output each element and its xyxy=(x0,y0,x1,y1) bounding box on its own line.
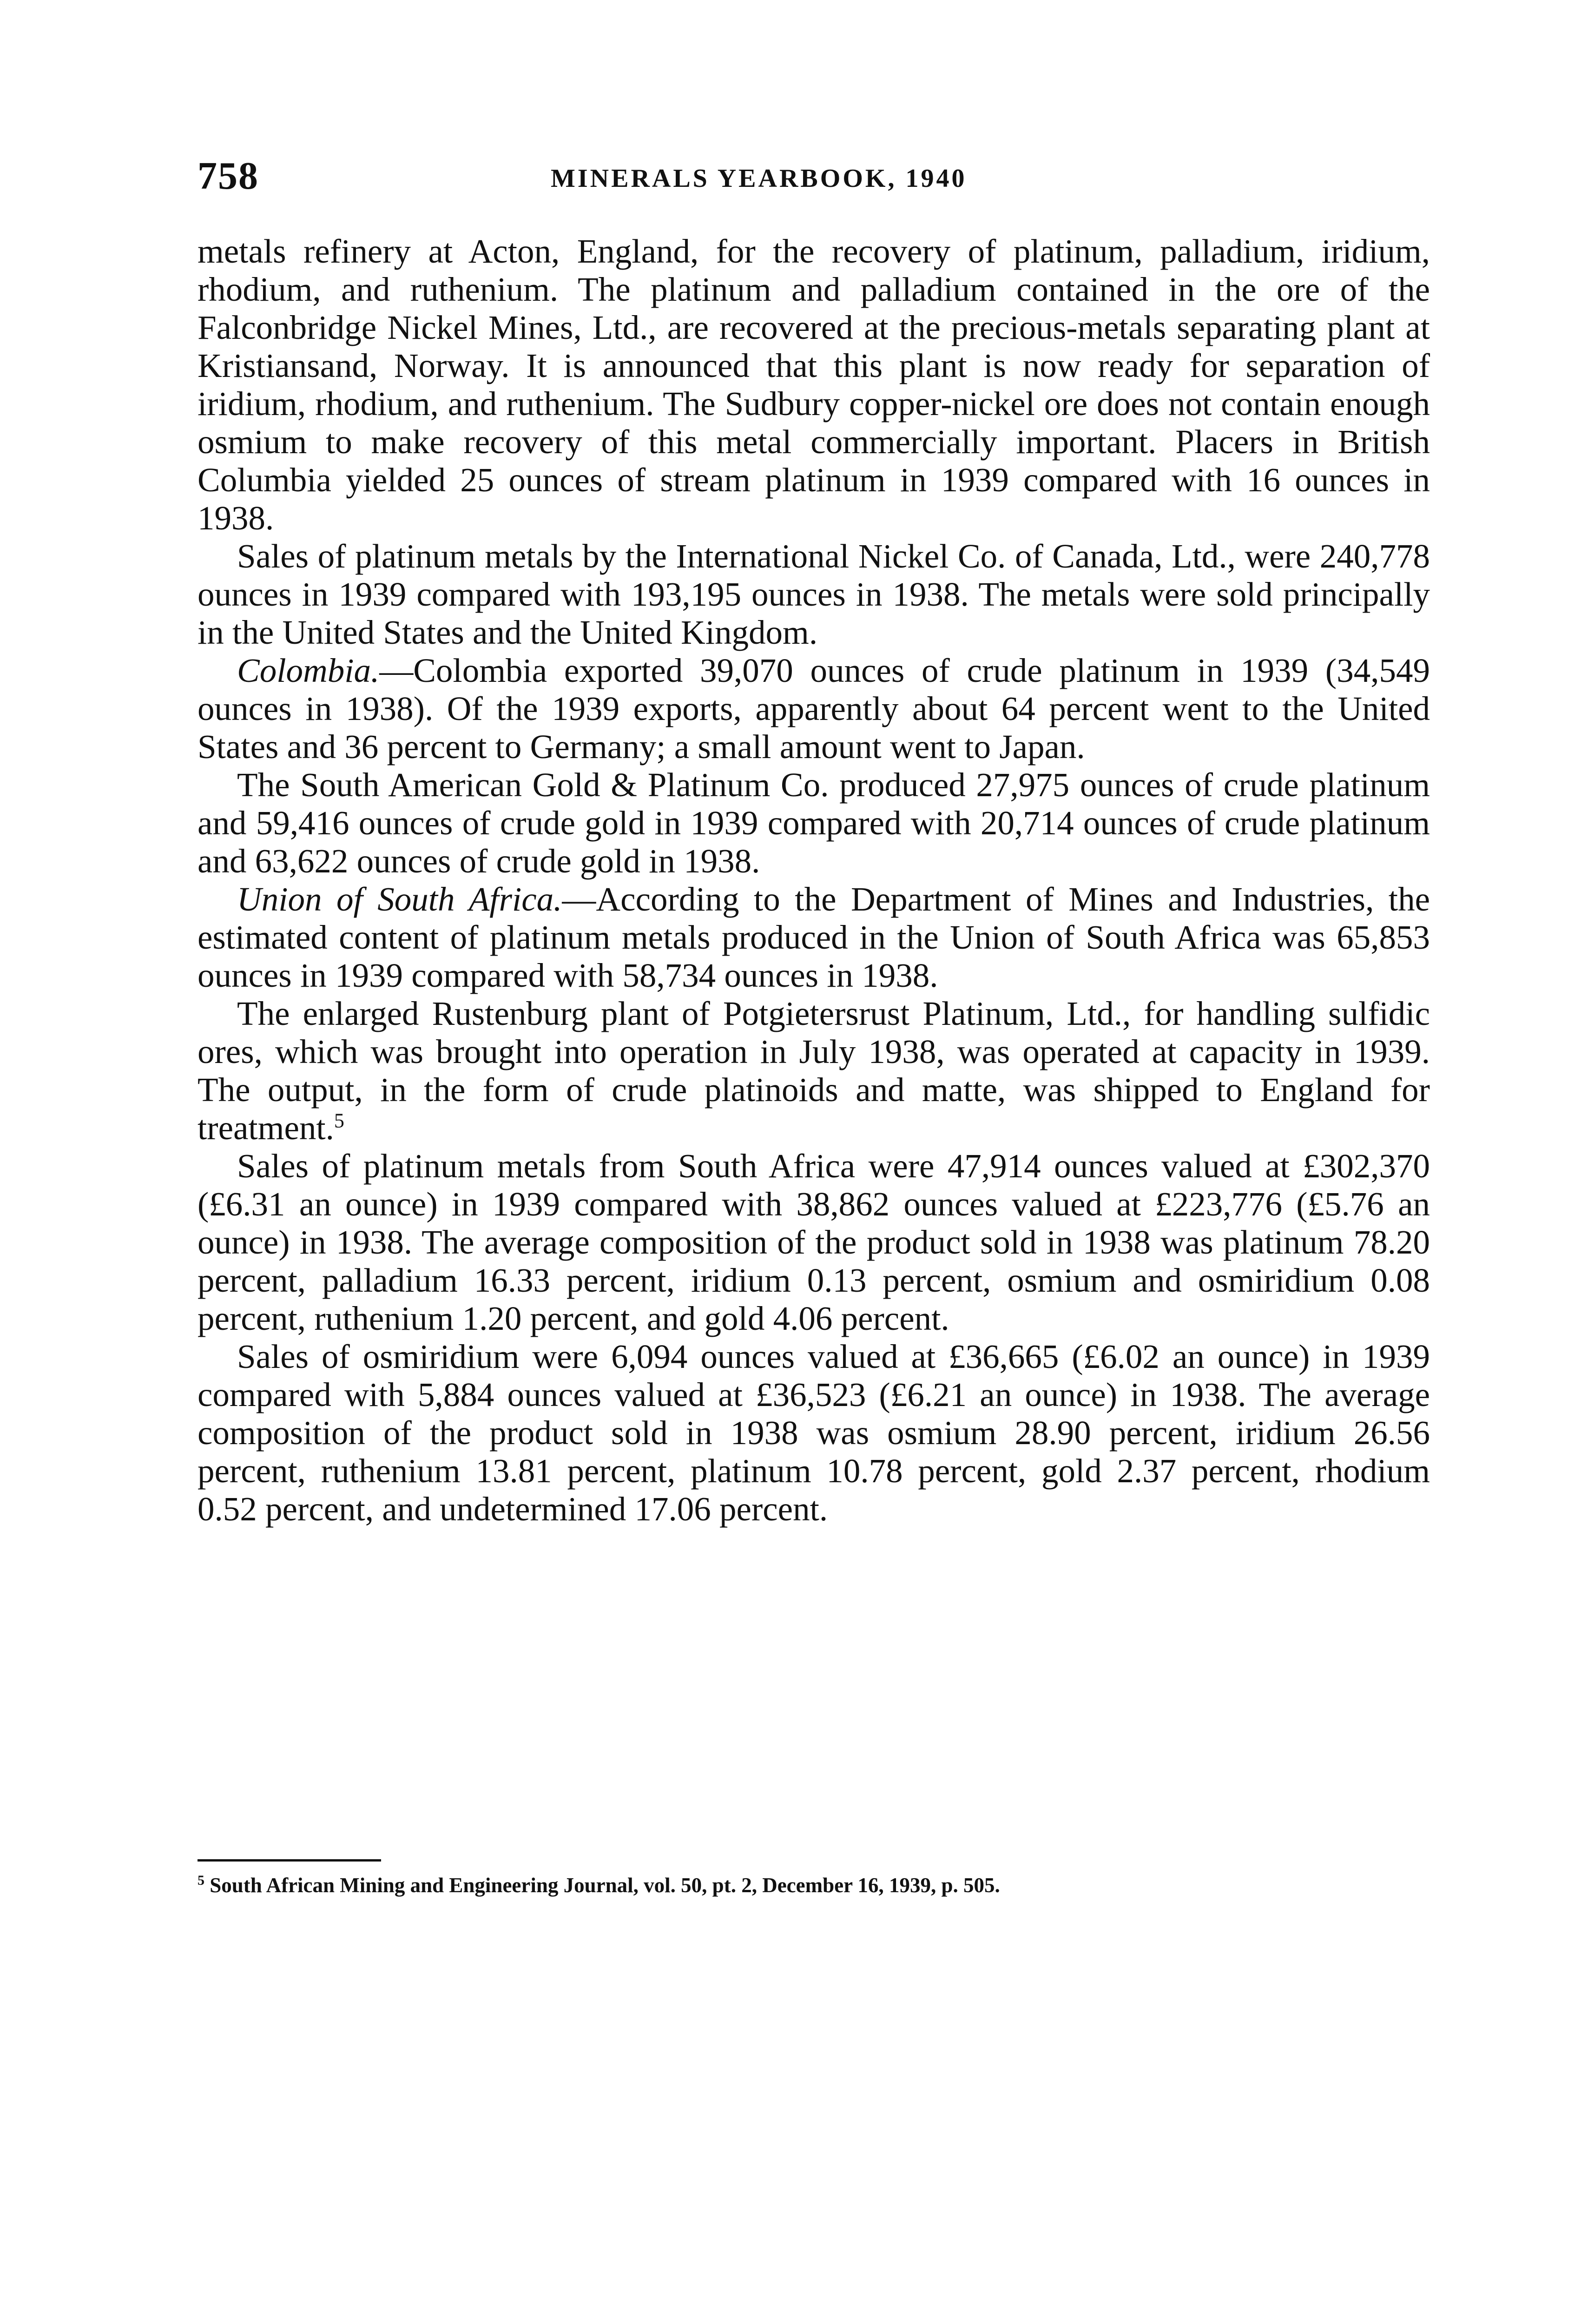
footnote xyxy=(198,1868,1430,1898)
paragraph-osmiridium-sales xyxy=(198,1338,1430,1528)
page-number: 758 xyxy=(198,154,259,198)
body-text xyxy=(198,232,1430,1528)
paragraph-acton-refinery xyxy=(198,232,1430,537)
paragraph-text: metals refinery at Acton, England, for the recovery of platinum, palladium, iridium, rhodium, and ruthenium. The platinum and palladium contained in the ore of the Falconbridge Nickel Mines, Ltd., are recovered at the precious-metals separating plant at Kristiansand, Norway. It is announced that this plant is now ready for separation of iridium, rhodium, and ruthenium. The Sudbury copper-nickel ore does not contain enough osmium to make recovery of this metal commercially important. Placers in British Columbia yielded 25 ounces of stream platinum in 1939 compared with 16 ounces in 1938. xyxy=(198,232,1430,537)
paragraph-rustenburg-plant xyxy=(198,995,1430,1147)
paragraph-text: Sales of platinum metals from South Africa were 47,914 ounces valued at £302,370 (£6.31 an ounce) in 1939 compared with 38,862 ounces valued at £223,776 (£5.76 an ounce) in 1938. The average composition of the product sold in 1938 was platinum 78.20 percent, palladium 16.33 percent, iridium 0.13 percent, osmium and osmiridium 0.08 percent, ruthenium 1.20 percent, and gold 4.06 percent. xyxy=(198,1147,1430,1337)
paragraph-text: —According to the Department of Mines and Industries, the estimated content of platinum metals produced in the Union of South Africa was 65,853 ounces in 1939 compared with 58,734 ounces in 1938. xyxy=(198,880,1430,994)
paragraph-south-american-gold xyxy=(198,766,1430,880)
paragraph-text: Sales of osmiridium were 6,094 ounces valued at £36,665 (£6.02 an ounce) in 1939 compared with 5,884 ounces valued at £36,523 (£6.21 an ounce) in 1938. The average composition of the product sold in 1938 was osmium 28.90 percent, iridium 26.56 percent, ruthenium 13.81 percent, platinum 10.78 percent, gold 2.37 percent, rhodium 0.52 percent, and undetermined 17.06 percent. xyxy=(198,1338,1430,1528)
paragraph-colombia xyxy=(198,652,1430,766)
section-heading-colombia: Colombia. xyxy=(237,652,380,689)
running-title: MINERALS YEARBOOK, 1940 xyxy=(551,164,967,193)
footnote-number: 5 xyxy=(198,1873,204,1888)
paragraph-text: The South American Gold & Platinum Co. produced 27,975 ounces of crude platinum and 59,416 ounces of crude gold in 1939 compared with 20,714 ounces of crude platinum and 63,622 ounces of crude gold in 1938. xyxy=(198,766,1430,880)
footnote-reference[interactable]: 5 xyxy=(334,1109,344,1132)
paragraph-south-africa-sales xyxy=(198,1147,1430,1338)
paragraph-text: Sales of platinum metals by the International Nickel Co. of Canada, Ltd., were 240,778 ounces in 1939 compared with 193,195 ounces in 1938. The metals were sold principally in the United States and the United Kingdom. xyxy=(198,537,1430,651)
paragraph-union-of-south-africa xyxy=(198,880,1430,995)
paragraph-text: —Colombia exported 39,070 ounces of crude platinum in 1939 (34,549 ounces in 1938). Of the 1939 exports, apparently about 64 percent went to the United States and 36 percent to Germany; a small amount went to Japan. xyxy=(198,652,1430,766)
paragraph-text: The enlarged Rustenburg plant of Potgietersrust Platinum, Ltd., for handling sulfidic ores, which was brought into operation in July 1938, was operated at capacity in 1939. The output, in the form of crude platinoids and matte, was shipped to England for treatment. xyxy=(198,995,1430,1147)
footnote-text: South African Mining and Engineering Journal, vol. 50, pt. 2, December 16, 1939, p. 505. xyxy=(210,1874,1000,1897)
page-header xyxy=(198,153,1430,205)
paragraph-international-nickel-sales xyxy=(198,537,1430,652)
footnote-divider xyxy=(198,1859,381,1862)
section-heading-union-of-south-africa: Union of South Africa. xyxy=(237,880,562,918)
